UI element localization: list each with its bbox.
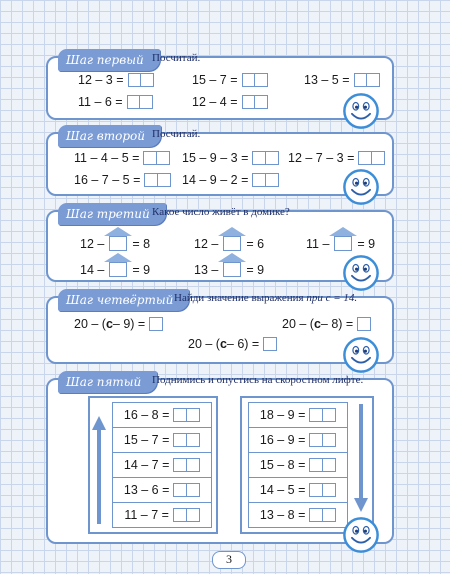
step1-card (46, 52, 394, 120)
answer-box[interactable] (186, 458, 200, 472)
step3-exercise-4: 14 – = 9 (80, 262, 150, 278)
step5-instruction: Поднимись и опустись на скоростном лифте. (152, 374, 364, 386)
house-box[interactable] (107, 262, 129, 278)
answer-box[interactable] (157, 173, 171, 187)
elevator-up-cell: 11 – 7 = (113, 503, 211, 528)
step2-exercise-2: 15 – 9 – 3 = (182, 150, 279, 166)
answer-box[interactable] (186, 433, 200, 447)
step2-exercise-5: 14 – 9 – 2 = (182, 172, 279, 188)
smiley-icon (342, 516, 380, 554)
answer-box[interactable] (254, 73, 268, 87)
step3-exercise-3: 11 – = 9 (306, 236, 375, 252)
house-box[interactable] (221, 236, 243, 252)
arrow-down-icon (354, 404, 368, 514)
answer-box[interactable] (322, 483, 336, 497)
answer-box[interactable] (322, 458, 336, 472)
elevator-up-cell: 13 – 6 = (113, 478, 211, 503)
step4-instruction: Найди значение выражения при с = 14. (174, 292, 358, 304)
step4-exercise-3: 20 – ( с – 6) = (188, 336, 277, 352)
answer-box[interactable] (149, 317, 163, 331)
answer-box[interactable] (322, 508, 336, 522)
step4-exercise-2: 20 – ( с – 8) = (282, 316, 371, 332)
elevator-down-cell: 16 – 9 = (249, 428, 347, 453)
elevator-up-cell: 14 – 7 = (113, 453, 211, 478)
step2-exercise-4: 16 – 7 – 5 = (74, 172, 171, 188)
step2-instruction: Посчитай. (152, 128, 201, 140)
answer-box[interactable] (186, 483, 200, 497)
step4-card (46, 292, 394, 364)
step2-exercise-1: 11 – 4 – 5 = (74, 150, 170, 166)
answer-box[interactable] (254, 95, 268, 109)
answer-box[interactable] (371, 151, 385, 165)
step2-tag: Шаг второй (58, 125, 161, 147)
elevator-down-cell: 13 – 8 = (249, 503, 347, 528)
step1-tag: Шаг первый (58, 49, 160, 71)
step1-exercise-3: 13 – 5 = (304, 72, 380, 88)
answer-box[interactable] (265, 151, 279, 165)
answer-box[interactable] (265, 173, 279, 187)
elevator-up-cell: 15 – 7 = (113, 428, 211, 453)
elevator-down-cell: 18 – 9 = (249, 403, 347, 428)
step2-exercise-3: 12 – 7 – 3 = (288, 150, 385, 166)
page-number: 3 (212, 551, 246, 569)
step5-card (46, 374, 394, 544)
smiley-icon (342, 254, 380, 292)
step2-card (46, 128, 394, 196)
step3-instruction: Какое число живёт в домике? (152, 206, 290, 218)
elevator-down (240, 396, 374, 534)
step1-exercise-1: 12 – 3 = (78, 72, 154, 88)
step4-tag: Шаг четвёртый (58, 289, 189, 311)
answer-box[interactable] (322, 433, 336, 447)
step5-tag: Шаг пятый (58, 371, 157, 393)
step3-exercise-1: 12 – = 8 (80, 236, 150, 252)
step3-tag: Шаг третий (58, 203, 166, 225)
step1-exercise-2: 15 – 7 = (192, 72, 268, 88)
answer-box[interactable] (186, 508, 200, 522)
step3-exercise-2: 12 – = 6 (194, 236, 264, 252)
elevator-up (88, 396, 218, 534)
house-box[interactable] (107, 236, 129, 252)
elevator-down-column (248, 402, 348, 528)
arrow-up-icon (92, 416, 106, 526)
smiley-icon (342, 336, 380, 374)
elevator-up-column (112, 402, 212, 528)
answer-box[interactable] (139, 95, 153, 109)
answer-box[interactable] (156, 151, 170, 165)
step3-card (46, 206, 394, 282)
elevator-down-cell: 15 – 8 = (249, 453, 347, 478)
smiley-icon (342, 92, 380, 130)
step1-instruction: Посчитай. (152, 52, 201, 64)
house-box[interactable] (332, 236, 354, 252)
elevator-down-cell: 14 – 5 = (249, 478, 347, 503)
answer-box[interactable] (263, 337, 277, 351)
answer-box[interactable] (322, 408, 336, 422)
step4-exercise-1: 20 – ( с – 9) = (74, 316, 163, 332)
step3-exercise-5: 13 – = 9 (194, 262, 264, 278)
step1-exercise-4: 11 – 6 = (78, 94, 153, 110)
answer-box[interactable] (140, 73, 154, 87)
answer-box[interactable] (357, 317, 371, 331)
step1-exercise-5: 12 – 4 = (192, 94, 268, 110)
answer-box[interactable] (366, 73, 380, 87)
answer-box[interactable] (186, 408, 200, 422)
elevator-up-cell: 16 – 8 = (113, 403, 211, 428)
smiley-icon (342, 168, 380, 206)
house-box[interactable] (221, 262, 243, 278)
